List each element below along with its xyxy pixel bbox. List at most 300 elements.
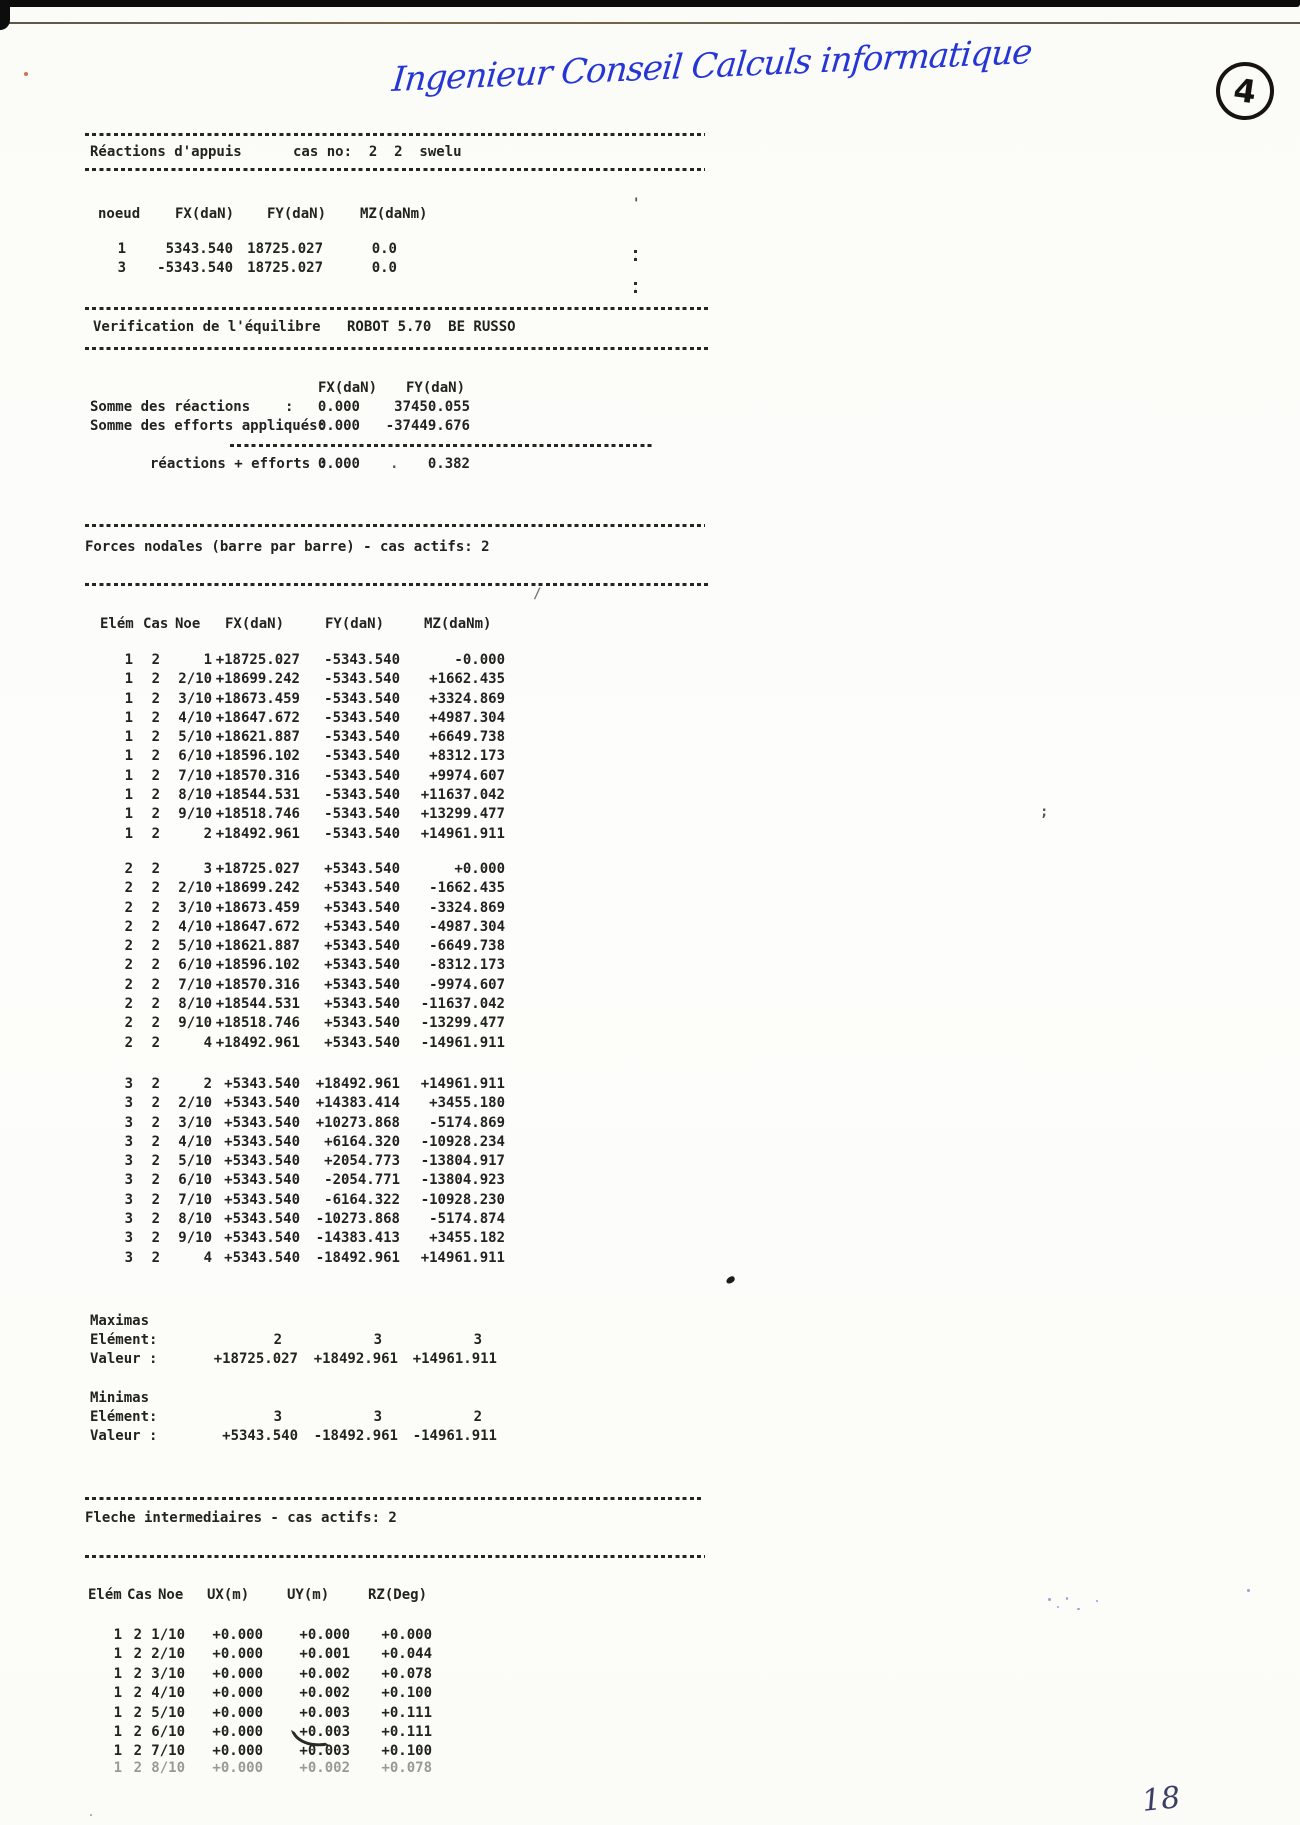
cell-fy: -5343.540 xyxy=(324,825,400,842)
dashed-rule xyxy=(85,347,711,350)
forces-header-cas: Cas xyxy=(143,616,169,632)
cell-mz: 0.0 xyxy=(371,241,397,257)
cell-mz: -5174.869 xyxy=(429,1114,505,1131)
cell-fy: +5343.540 xyxy=(324,918,400,935)
maximas-value-3: +14961.911 xyxy=(412,1351,497,1367)
table-row xyxy=(85,1251,505,1270)
total-label: réactions + efforts : xyxy=(150,456,328,472)
cell-cas: 2 xyxy=(151,1249,160,1266)
fleche-header-uy: UY(m) xyxy=(287,1587,330,1603)
cell-uy: +0.002 xyxy=(299,1685,350,1702)
cell-fy: +14383.414 xyxy=(315,1095,400,1112)
cell-mz: +3324.869 xyxy=(429,690,505,707)
cell-fx: +18699.242 xyxy=(215,880,300,897)
cell-ux: +0.000 xyxy=(212,1723,263,1740)
cell-cas: 2 xyxy=(133,1627,142,1643)
cell-mz: -13299.477 xyxy=(420,1015,505,1032)
sum-efforts-fy: -37449.676 xyxy=(385,418,470,434)
cell-fy: -5343.540 xyxy=(324,709,400,726)
cell-elem: 1 xyxy=(113,1665,122,1682)
cell-fy: -2054.771 xyxy=(324,1172,400,1189)
cell-uy: +0.001 xyxy=(299,1646,350,1663)
minimas-value-label: Valeur : xyxy=(90,1428,158,1444)
cell-fy: -5343.540 xyxy=(324,787,400,804)
cell-fy: +2054.773 xyxy=(324,1153,400,1170)
cell-mz: +8312.173 xyxy=(429,748,505,765)
cell-elem: 3 xyxy=(124,1076,133,1092)
scan-blue-speck xyxy=(1066,1597,1068,1600)
scan-blue-speck xyxy=(1048,1598,1051,1601)
cell-mz: -4987.304 xyxy=(429,918,505,935)
dashed-rule xyxy=(85,524,705,527)
cell-cas: 2 xyxy=(151,806,160,823)
cell-rz: +0.078 xyxy=(381,1760,432,1776)
cell-fy: -10273.868 xyxy=(315,1211,400,1228)
table-row xyxy=(85,1116,505,1135)
scan-tick-mark xyxy=(634,282,639,293)
sum-reactions-fx: 0.000 xyxy=(317,399,360,415)
cell-cas: 2 xyxy=(133,1704,142,1721)
handwritten-page-note: 18 xyxy=(1140,1780,1182,1819)
cell-noe: 3/10 xyxy=(178,690,212,707)
cell-fx: -5343.540 xyxy=(157,259,233,276)
cell-noe: 3/10 xyxy=(151,1665,185,1682)
scan-blue-speck xyxy=(1057,1606,1059,1608)
cell-fx: +18544.531 xyxy=(215,787,300,804)
cell-fy: -5343.540 xyxy=(324,748,400,765)
reactions-table xyxy=(85,242,397,279)
cell-cas: 2 xyxy=(151,748,160,765)
scan-tick-mark xyxy=(634,250,639,261)
cell-noe: 2 xyxy=(203,1076,212,1092)
cell-noe: 2/10 xyxy=(178,671,212,688)
cell-cas: 2 xyxy=(133,1685,142,1702)
cell-cas: 2 xyxy=(151,1114,160,1131)
cell-mz: +11637.042 xyxy=(420,787,505,804)
table-row xyxy=(85,653,505,672)
cell-mz: +0.000 xyxy=(454,861,505,877)
cell-fy: -5343.540 xyxy=(324,767,400,784)
cell-noe: 5/10 xyxy=(178,729,212,746)
cell-cas: 2 xyxy=(133,1646,142,1663)
cell-elem: 3 xyxy=(124,1133,133,1150)
cell-cas: 2 xyxy=(151,996,160,1013)
cell-rz: +0.044 xyxy=(381,1646,432,1663)
sum-reactions-fy: 37450.055 xyxy=(394,399,470,415)
dashed-rule xyxy=(85,1555,705,1558)
cell-cas: 2 xyxy=(151,1153,160,1170)
table-row xyxy=(85,807,505,826)
cell-elem: 1 xyxy=(124,652,133,668)
cell-fy: -5343.540 xyxy=(324,729,400,746)
cell-ux: +0.000 xyxy=(212,1627,263,1643)
cell-noe: 8/10 xyxy=(178,996,212,1013)
cell-cas: 2 xyxy=(151,671,160,688)
cell-elem: 2 xyxy=(124,996,133,1013)
cell-elem: 2 xyxy=(124,938,133,955)
cell-noe: 6/10 xyxy=(178,748,212,765)
cell-rz: +0.100 xyxy=(381,1743,432,1760)
cell-fx: +5343.540 xyxy=(224,1133,300,1150)
cell-fx: +18518.746 xyxy=(215,1015,300,1032)
cell-mz: -13804.923 xyxy=(420,1172,505,1189)
cell-elem: 2 xyxy=(124,1034,133,1051)
cell-noe: 6/10 xyxy=(151,1723,185,1740)
forces-header-fx: FX(daN) xyxy=(225,616,285,632)
cell-noe: 2/10 xyxy=(178,880,212,897)
cell-fx: +18673.459 xyxy=(215,899,300,916)
dashed-rule xyxy=(85,1497,703,1500)
cell-fy: +5343.540 xyxy=(324,996,400,1013)
cell-fx: +18725.027 xyxy=(215,652,300,668)
cell-cas: 2 xyxy=(133,1665,142,1682)
cell-fy: 18725.027 xyxy=(247,241,323,257)
cell-mz: +1662.435 xyxy=(429,671,505,688)
cell-ux: +0.000 xyxy=(212,1743,263,1760)
scan-edge-line xyxy=(0,22,1300,24)
total-fx: 0.000 xyxy=(317,456,360,472)
cell-mz: -10928.234 xyxy=(420,1133,505,1150)
reactions-header-noeud: noeud xyxy=(98,206,141,222)
table-row xyxy=(85,1706,432,1725)
table-row xyxy=(85,1667,432,1686)
forces-header-elem: Elém xyxy=(100,616,134,632)
minimas-element-1: 3 xyxy=(273,1409,282,1425)
cell-mz: -10928.230 xyxy=(420,1191,505,1208)
cell-cas: 2 xyxy=(151,880,160,897)
cell-mz: -13804.917 xyxy=(420,1153,505,1170)
cell-fy: +5343.540 xyxy=(324,861,400,877)
cell-elem: 1 xyxy=(113,1704,122,1721)
cell-fx: +5343.540 xyxy=(224,1230,300,1247)
cell-noe: 9/10 xyxy=(178,806,212,823)
cell-mz: -5174.874 xyxy=(429,1211,505,1228)
cell-cas: 2 xyxy=(151,1230,160,1247)
cell-fy: -5343.540 xyxy=(324,806,400,823)
minimas-element-2: 3 xyxy=(373,1409,382,1425)
cell-noe: 4/10 xyxy=(178,918,212,935)
table-row xyxy=(85,978,505,997)
sum-efforts-fx: 0.000 xyxy=(317,418,360,434)
cell-noe: 2 xyxy=(203,825,212,842)
cell-cas: 2 xyxy=(151,918,160,935)
cell-fy: -5343.540 xyxy=(324,690,400,707)
forces-table-block-1 xyxy=(85,653,505,846)
cell-elem: 2 xyxy=(124,918,133,935)
cell-fx: +18621.887 xyxy=(215,938,300,955)
cell-ux: +0.000 xyxy=(212,1685,263,1702)
cell-fy: 18725.027 xyxy=(247,259,323,276)
cell-elem: 1 xyxy=(124,767,133,784)
pen-tick-mark xyxy=(725,1275,736,1285)
cell-fx: +5343.540 xyxy=(224,1191,300,1208)
cell-elem: 3 xyxy=(124,1249,133,1266)
table-row xyxy=(85,1231,505,1250)
cell-fy: -14383.413 xyxy=(315,1230,400,1247)
scan-corner-blot xyxy=(0,0,10,30)
cell-fy: +18492.961 xyxy=(315,1076,400,1092)
cell-elem: 2 xyxy=(124,976,133,993)
cell-noe: 4/10 xyxy=(178,709,212,726)
cell-noe: 8/10 xyxy=(178,1211,212,1228)
fleche-table xyxy=(85,1628,432,1764)
cell-fx: +18647.672 xyxy=(215,918,300,935)
table-row xyxy=(85,862,505,881)
maximas-value-1: +18725.027 xyxy=(213,1351,298,1367)
handwritten-title: Ingenieur Conseil Calculs informatique xyxy=(390,31,1034,101)
table-row xyxy=(85,1016,505,1035)
cell-elem: 1 xyxy=(113,1646,122,1663)
cell-noe: 2/10 xyxy=(151,1646,185,1663)
software-version: ROBOT 5.70 BE RUSSO xyxy=(347,319,516,335)
cell-fy: -5343.540 xyxy=(324,671,400,688)
cell-ux: +0.000 xyxy=(212,1760,263,1776)
cell-noe: 1/10 xyxy=(151,1627,185,1643)
table-row xyxy=(85,1193,505,1212)
cell-rz: +0.100 xyxy=(381,1685,432,1702)
maximas-value-2: +18492.961 xyxy=(313,1351,398,1367)
scan-blue-speck xyxy=(1077,1608,1080,1610)
cell-fx: +5343.540 xyxy=(224,1249,300,1266)
table-row xyxy=(85,711,505,730)
cell-noeud: 1 xyxy=(117,241,126,257)
scan-blue-speck xyxy=(1247,1589,1250,1592)
forces-table-block-3 xyxy=(85,1077,505,1270)
scan-slash-mark: / xyxy=(533,586,542,602)
cell-mz: +13299.477 xyxy=(420,806,505,823)
cell-elem: 3 xyxy=(124,1114,133,1131)
scan-blue-speck xyxy=(1096,1600,1098,1602)
cell-ux: +0.000 xyxy=(212,1665,263,1682)
cell-elem: 1 xyxy=(124,690,133,707)
cell-fx: +5343.540 xyxy=(224,1076,300,1092)
cell-cas: 2 xyxy=(151,861,160,877)
cell-elem: 3 xyxy=(124,1095,133,1112)
cell-fx: 5343.540 xyxy=(165,241,233,257)
cell-cas: 2 xyxy=(151,899,160,916)
minimas-element-label: Elément: xyxy=(90,1409,158,1425)
scan-stray-dot: . xyxy=(390,456,399,472)
maximas-element-3: 3 xyxy=(473,1332,482,1348)
cell-cas: 2 xyxy=(151,938,160,955)
cell-fx: +18673.459 xyxy=(215,690,300,707)
cell-cas: 2 xyxy=(151,787,160,804)
table-row xyxy=(85,997,505,1016)
dashed-rule xyxy=(85,133,705,136)
sum-reactions-label: Somme des réactions xyxy=(90,399,251,415)
maximas-element-1: 2 xyxy=(273,1332,282,1348)
table-row xyxy=(85,1647,432,1666)
cell-mz: 0.0 xyxy=(371,259,397,276)
cell-cas: 2 xyxy=(133,1760,142,1776)
forces-header-fy: FY(daN) xyxy=(325,616,385,632)
table-row xyxy=(85,1212,505,1231)
table-row xyxy=(85,939,505,958)
equilibrium-title: Verification de l'équilibre xyxy=(93,319,321,335)
table-row xyxy=(85,1173,505,1192)
cell-mz: +3455.182 xyxy=(429,1230,505,1247)
fleche-header-cas: Cas xyxy=(127,1587,153,1603)
cell-fx: +18647.672 xyxy=(215,709,300,726)
cell-cas: 2 xyxy=(151,1133,160,1150)
cell-uy: +0.003 xyxy=(299,1704,350,1721)
sum-efforts-label: Somme des efforts appliqués: xyxy=(90,418,327,434)
reactions-case-label: cas no: 2 2 swelu xyxy=(293,144,462,160)
dashed-rule xyxy=(85,168,705,171)
cell-noe: 7/10 xyxy=(178,767,212,784)
forces-header-noe: Noe xyxy=(175,616,201,632)
dashed-rule xyxy=(85,307,711,310)
cell-uy: +0.003 xyxy=(299,1723,350,1740)
cell-uy: +0.003 xyxy=(299,1743,350,1760)
cell-fy: +5343.540 xyxy=(324,1034,400,1051)
cell-fx: +18725.027 xyxy=(215,861,300,877)
cell-fx: +5343.540 xyxy=(224,1114,300,1131)
cell-fx: +18570.316 xyxy=(215,767,300,784)
cell-fx: +18596.102 xyxy=(215,957,300,974)
cell-mz: -0.000 xyxy=(454,652,505,668)
cell-mz: -9974.607 xyxy=(429,976,505,993)
minimas-value-2: -18492.961 xyxy=(313,1428,398,1444)
cell-mz: -1662.435 xyxy=(429,880,505,897)
page-number: 4 xyxy=(1231,70,1259,112)
equilibrium-header-fx: FX(daN) xyxy=(318,380,378,396)
cell-uy: +0.000 xyxy=(299,1627,350,1643)
cell-fx: +5343.540 xyxy=(224,1172,300,1189)
cell-fy: +5343.540 xyxy=(324,899,400,916)
cell-noe: 4 xyxy=(203,1034,212,1051)
minimas-title: Minimas xyxy=(90,1390,150,1406)
cell-fy: +5343.540 xyxy=(324,938,400,955)
maximas-element-label: Elément: xyxy=(90,1332,158,1348)
cell-noe: 9/10 xyxy=(178,1230,212,1247)
cell-fx: +5343.540 xyxy=(224,1153,300,1170)
minimas-element-3: 2 xyxy=(473,1409,482,1425)
cell-elem: 3 xyxy=(124,1211,133,1228)
cell-fy: +5343.540 xyxy=(324,957,400,974)
cell-noeud: 3 xyxy=(117,259,126,276)
cell-cas: 2 xyxy=(151,1095,160,1112)
table-row xyxy=(85,242,397,261)
forces-table-block-2 xyxy=(85,862,505,1055)
forces-title: Forces nodales (barre par barre) - cas actifs: 2 xyxy=(85,539,490,555)
cell-fx: +18492.961 xyxy=(215,1034,300,1051)
cell-noe: 7/10 xyxy=(178,1191,212,1208)
cell-noe: 5/10 xyxy=(178,938,212,955)
cell-elem: 3 xyxy=(124,1191,133,1208)
table-row xyxy=(85,1628,432,1647)
cell-elem: 2 xyxy=(124,957,133,974)
scan-apostrophe-mark: ' xyxy=(632,196,641,212)
cell-mz: +14961.911 xyxy=(420,825,505,842)
cell-elem: 2 xyxy=(124,880,133,897)
cell-noe: 3/10 xyxy=(178,899,212,916)
cell-noe: 6/10 xyxy=(178,1172,212,1189)
table-row xyxy=(85,769,505,788)
sum-reactions-colon: : xyxy=(285,399,294,415)
reactions-title: Réactions d'appuis xyxy=(90,144,242,160)
fleche-header-rz: RZ(Deg) xyxy=(368,1587,428,1603)
cell-elem: 1 xyxy=(113,1627,122,1643)
scan-edge-band xyxy=(0,0,1300,7)
table-row xyxy=(85,788,505,807)
reactions-header-mz: MZ(daNm) xyxy=(360,206,428,222)
cell-cas: 2 xyxy=(151,690,160,707)
minimas-value-3: -14961.911 xyxy=(412,1428,497,1444)
scan-semicolon-mark: ; xyxy=(1040,804,1049,820)
cell-noe: 9/10 xyxy=(178,1015,212,1032)
cell-fx: +5343.540 xyxy=(224,1211,300,1228)
cell-fy: +5343.540 xyxy=(324,1015,400,1032)
cell-noe: 6/10 xyxy=(178,957,212,974)
reactions-header-fx: FX(daN) xyxy=(175,206,235,222)
cell-cas: 2 xyxy=(151,957,160,974)
scan-speck: . xyxy=(88,1808,95,1819)
cell-mz: +3455.180 xyxy=(429,1095,505,1112)
cell-noe: 3/10 xyxy=(178,1114,212,1131)
cell-fx: +18699.242 xyxy=(215,671,300,688)
cell-elem: 2 xyxy=(124,861,133,877)
cell-fy: +5343.540 xyxy=(324,880,400,897)
cell-cas: 2 xyxy=(151,1076,160,1092)
cell-noe: 7/10 xyxy=(178,976,212,993)
cell-elem: 1 xyxy=(124,709,133,726)
cell-elem: 1 xyxy=(113,1723,122,1740)
cell-fy: +6164.320 xyxy=(324,1133,400,1150)
table-row xyxy=(85,692,505,711)
cell-rz: +0.111 xyxy=(381,1704,432,1721)
equilibrium-header-fy: FY(daN) xyxy=(406,380,466,396)
dashed-rule-short xyxy=(230,444,655,447)
cutoff-table-row xyxy=(85,1760,432,1776)
cell-fx: +18518.746 xyxy=(215,806,300,823)
cell-elem: 3 xyxy=(124,1153,133,1170)
cell-fx: +18544.531 xyxy=(215,996,300,1013)
cell-cas: 2 xyxy=(151,1211,160,1228)
cell-fy: +10273.868 xyxy=(315,1114,400,1131)
fleche-header-noe: Noe xyxy=(158,1587,184,1603)
cell-cas: 2 xyxy=(151,652,160,668)
cell-noe: 5/10 xyxy=(151,1704,185,1721)
cell-mz: -14961.911 xyxy=(420,1034,505,1051)
cell-cas: 2 xyxy=(151,767,160,784)
cell-noe: 4 xyxy=(203,1249,212,1266)
cell-cas: 2 xyxy=(133,1723,142,1740)
cell-noe: 3 xyxy=(203,861,212,877)
cell-elem: 1 xyxy=(124,748,133,765)
dashed-rule xyxy=(85,583,708,586)
table-row xyxy=(85,1036,505,1055)
cell-fx: +18570.316 xyxy=(215,976,300,993)
cell-mz: +14961.911 xyxy=(420,1076,505,1092)
cell-elem: 1 xyxy=(124,787,133,804)
cell-mz: +9974.607 xyxy=(429,767,505,784)
cell-noe: 4/10 xyxy=(178,1133,212,1150)
cell-mz: -6649.738 xyxy=(429,938,505,955)
cell-elem: 1 xyxy=(113,1685,122,1702)
cell-fx: +18492.961 xyxy=(215,825,300,842)
table-row xyxy=(85,1135,505,1154)
table-row xyxy=(85,901,505,920)
cell-ux: +0.000 xyxy=(212,1646,263,1663)
cell-rz: +0.000 xyxy=(381,1627,432,1643)
minimas-value-1: +5343.540 xyxy=(222,1428,298,1444)
cell-cas: 2 xyxy=(151,1172,160,1189)
cell-fy: -6164.322 xyxy=(324,1191,400,1208)
scan-red-speck xyxy=(24,72,28,76)
cell-fx: +18596.102 xyxy=(215,748,300,765)
fleche-title: Fleche intermediaires - cas actifs: 2 xyxy=(85,1510,397,1526)
